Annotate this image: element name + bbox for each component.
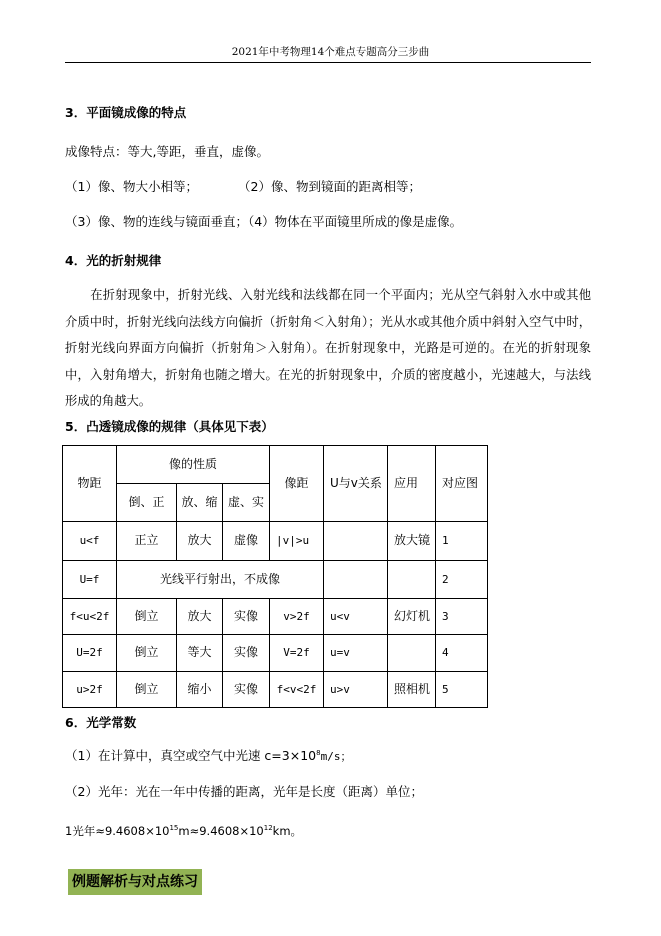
cell bbox=[324, 521, 388, 560]
cell: 倒立 bbox=[117, 598, 177, 634]
th-orientation: 倒、正 bbox=[117, 483, 177, 521]
cell: 5 bbox=[436, 671, 488, 707]
cell bbox=[388, 634, 436, 671]
cell: 放大 bbox=[177, 521, 223, 560]
s6-l3c: km。 bbox=[272, 823, 303, 838]
s3-points-row bbox=[65, 179, 591, 195]
th-relation: U与v关系 bbox=[324, 445, 388, 521]
cell: 1 bbox=[436, 521, 488, 560]
table-row bbox=[63, 671, 488, 707]
th-object-distance: 物距 bbox=[63, 445, 117, 521]
unit: m/s； bbox=[320, 749, 352, 763]
table-row bbox=[63, 634, 488, 671]
cell: 4 bbox=[436, 634, 488, 671]
cell bbox=[388, 560, 436, 598]
section-6-title: 6．光学常数 bbox=[65, 714, 137, 730]
cell: 虚像 bbox=[223, 521, 270, 560]
th-figure: 对应图 bbox=[436, 445, 488, 521]
s3-point-3-4: （3）像、物的连线与镜面垂直；（4）物体在平面镜里所成的像是虚像。 bbox=[65, 214, 463, 229]
cell bbox=[324, 560, 388, 598]
cell: u>v bbox=[324, 671, 388, 707]
table-row bbox=[63, 560, 488, 598]
cell: 缩小 bbox=[177, 671, 223, 707]
th-application: 应用 bbox=[388, 445, 436, 521]
section-3-title: 3．平面镜成像的特点 bbox=[65, 105, 187, 120]
cell: 照相机 bbox=[388, 671, 436, 707]
cell: 倒立 bbox=[117, 634, 177, 671]
exponent: 15 bbox=[169, 823, 179, 832]
cell: f<v<2f bbox=[270, 671, 324, 707]
table-row bbox=[63, 521, 488, 560]
s6-line-2: （2）光年：光在一年中传播的距离，光年是长度（距离）单位； bbox=[65, 783, 423, 799]
cell: u<v bbox=[324, 598, 388, 634]
cell: f<u<2f bbox=[63, 598, 117, 634]
cell: u=v bbox=[324, 634, 388, 671]
cell: 等大 bbox=[177, 634, 223, 671]
cell: 实像 bbox=[223, 671, 270, 707]
section-4-title: 4．光的折射规律 bbox=[65, 253, 162, 268]
cell: u>2f bbox=[63, 671, 117, 707]
th-size: 放、缩 bbox=[177, 483, 223, 521]
s6-l1-text: （1）在计算中，真空或空气中光速 c=3×10 bbox=[65, 747, 317, 763]
s6-l3a: 1光年≈9.4608×10 bbox=[65, 823, 170, 838]
cell: V=2f bbox=[270, 634, 324, 671]
th-image-distance: 像距 bbox=[270, 445, 324, 521]
s6-line-3 bbox=[65, 823, 591, 839]
table-row bbox=[63, 598, 488, 634]
cell: v>2f bbox=[270, 598, 324, 634]
cell: 3 bbox=[436, 598, 488, 634]
cell: 正立 bbox=[117, 521, 177, 560]
examples-banner: 例题解析与对点练习 bbox=[68, 869, 202, 895]
cell: 实像 bbox=[223, 598, 270, 634]
cell: U=2f bbox=[63, 634, 117, 671]
s3-point-1: （1）像、物大小相等； bbox=[65, 179, 198, 194]
page-header: 2021年中考物理14个难点专题高分三步曲 bbox=[231, 46, 430, 58]
s4-body-text: 在折射现象中，折射光线、入射光线和法线都在同一个平面内；光从空气斜射入水中或其他介质中时，折射光线向法线方向偏折（折射角＜入射角）；光从水或其他介质中斜射入空气中时，折射光线向界面方向偏折（折射角＞入射角）。在折射现象中，光路是可逆的。在光的折射现象中，入射角增大，折射角也随之增大。在光的折射现象中，介质的密度越小，光速越大，与法线形成的角越大。 bbox=[65, 288, 591, 408]
cell: U=f bbox=[63, 560, 117, 598]
s6-l3b: m≈9.4608×10 bbox=[178, 823, 264, 838]
cell: 幻灯机 bbox=[388, 598, 436, 634]
section-5-title: 5．凸透镜成像的规律（具体见下表） bbox=[65, 418, 274, 434]
th-real-virtual: 虚、实 bbox=[223, 483, 270, 521]
exponent: 12 bbox=[263, 823, 273, 832]
exponent: 8 bbox=[316, 748, 321, 757]
lens-table bbox=[62, 445, 488, 708]
s4-body bbox=[65, 282, 591, 415]
cell: |v|>u bbox=[270, 521, 324, 560]
cell: 实像 bbox=[223, 634, 270, 671]
cell: 放大 bbox=[177, 598, 223, 634]
s3-summary: 成像特点：等大,等距，垂直，虚像。 bbox=[65, 144, 269, 159]
cell: 2 bbox=[436, 560, 488, 598]
cell: 光线平行射出，不成像 bbox=[117, 560, 324, 598]
s6-line-1 bbox=[65, 748, 591, 765]
s3-point-2: （2）像、物到镜面的距离相等； bbox=[238, 179, 421, 194]
cell: 放大镜 bbox=[388, 521, 436, 560]
th-image-nature: 像的性质 bbox=[117, 445, 270, 483]
cell: u<f bbox=[63, 521, 117, 560]
cell: 倒立 bbox=[117, 671, 177, 707]
